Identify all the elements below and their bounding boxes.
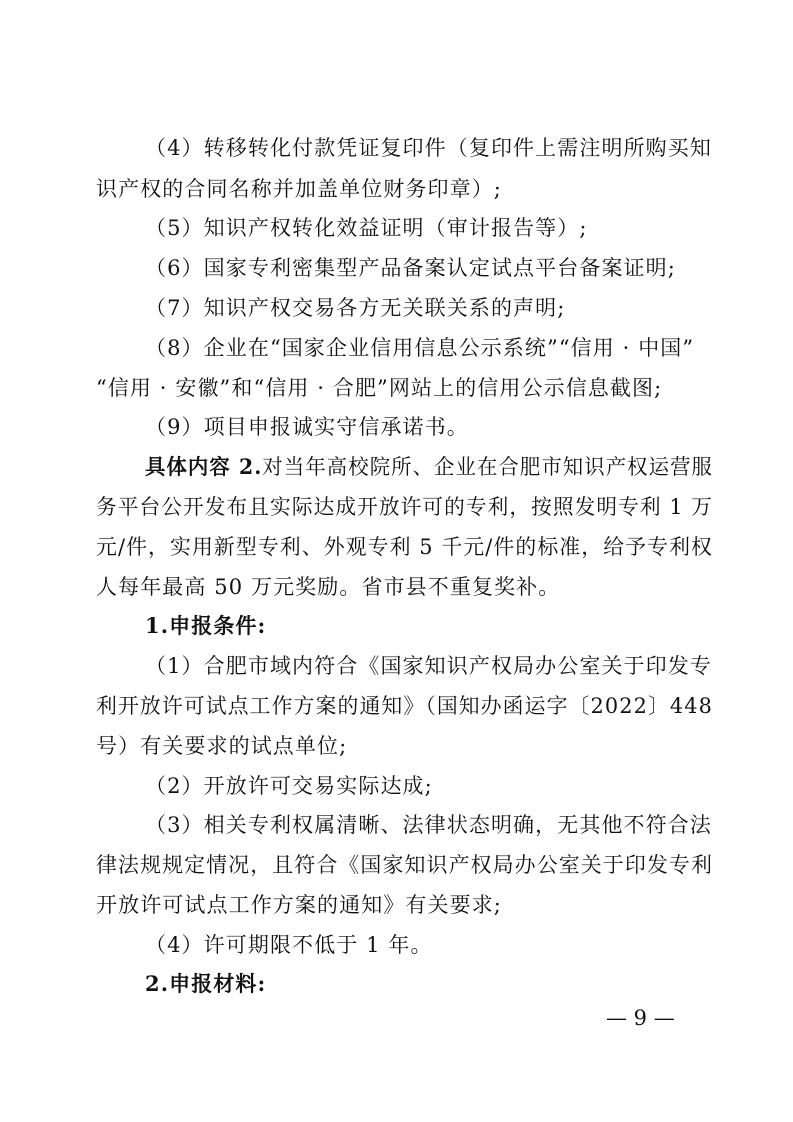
paragraph-line: 利开放许可试点工作方案的通知》（国知办函运字〔2022〕448	[96, 694, 713, 718]
paragraph-line: 号）有关要求的试点单位;	[96, 734, 348, 758]
paragraph-line: 务平台公开发布且实际达成开放许可的专利，按照发明专利 1 万	[96, 495, 713, 519]
paragraph-line: 开放许可试点工作方案的通知》有关要求;	[96, 893, 502, 917]
paragraph-line: 元/件，实用新型专利、外观专利 5 千元/件的标准，给予专利权	[96, 535, 713, 559]
paragraph-line: （7）知识产权交易各方无关联关系的声明;	[145, 296, 566, 320]
paragraph-line: （1）合肥市域内符合《国家知识产权局办公室关于印发专	[145, 654, 712, 678]
paragraph-line: （5）知识产权转化效益证明（审计报告等）;	[145, 216, 588, 240]
paragraph-line: 律法规规定情况，且符合《国家知识产权局办公室关于印发专利	[96, 853, 713, 877]
subheading-materials: 2.申报材料:	[145, 971, 267, 996]
paragraph-line: （8）企业在“国家企业信用信息公示系统”“信用 · 中国”	[145, 336, 695, 360]
paragraph-line: “信用 · 安徽”和“信用 · 合肥”网站上的信用公示信息截图;	[96, 376, 663, 400]
section-heading-label: 具体内容 2.	[145, 454, 263, 479]
subheading-conditions: 1.申报条件:	[145, 613, 267, 638]
paragraph-line: （4）许可期限不低于 1 年。	[145, 933, 433, 957]
paragraph-line: （9）项目申报诚实守信承诺书。	[145, 415, 469, 439]
paragraph-line	[145, 452, 713, 482]
paragraph-line: （3）相关专利权属清晰、法律状态明确，无其他不符合法	[145, 813, 712, 837]
paragraph-line: （2）开放许可交易实际达成;	[145, 774, 433, 798]
paragraph-line: （4）转移转化付款凭证复印件（复印件上需注明所购买知	[145, 136, 712, 160]
paragraph-line: （6）国家专利密集型产品备案认定试点平台备案证明;	[145, 256, 676, 280]
paragraph-line: 识产权的合同名称并加盖单位财务印章）;	[96, 177, 502, 201]
page-number: — 9 —	[606, 1006, 675, 1030]
paragraph-text: 对当年高校院所、企业在合肥市知识产权运营服	[262, 455, 713, 479]
paragraph-line: 人每年最高 50 万元奖励。省市县不重复奖补。	[96, 575, 561, 599]
